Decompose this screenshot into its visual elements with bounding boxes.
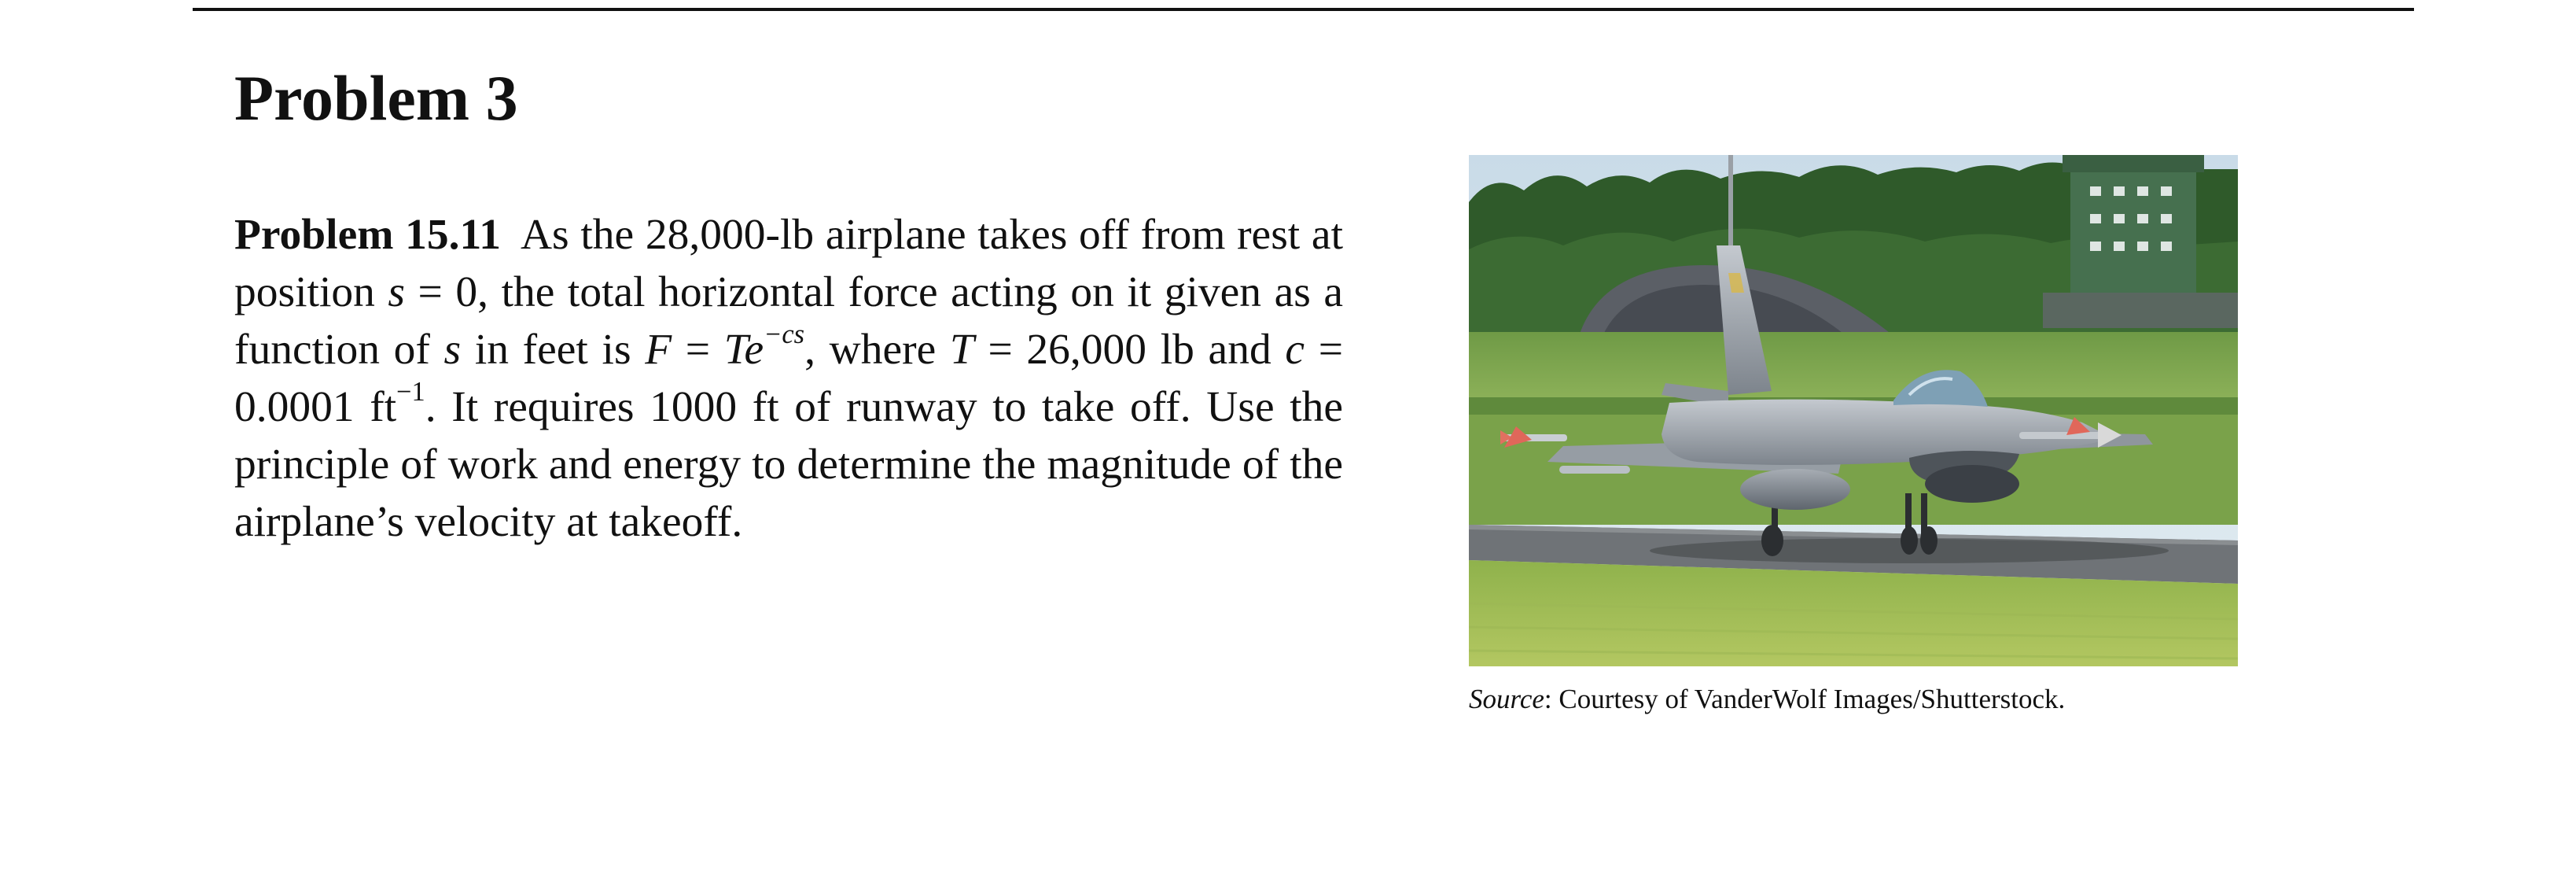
- caption-source-label: Source: [1469, 684, 1544, 714]
- caption-credit: : Courtesy of VanderWolf Images/Shutterstock.: [1544, 684, 2066, 714]
- problem-text-1: As the 28,000-lb airplane takes off from rest at position: [234, 211, 1343, 316]
- var-c: c: [1285, 326, 1305, 374]
- var-s: s: [388, 268, 406, 316]
- photo-caption: [1469, 683, 2065, 716]
- var-T: T: [949, 326, 974, 374]
- eq-c: = 0.0001 ft: [234, 326, 1343, 431]
- var-Te: Te: [723, 326, 764, 374]
- airplane-photo: [1469, 155, 2238, 666]
- var-F: F: [645, 326, 672, 374]
- eq-F: =: [672, 326, 724, 374]
- problem-text-3: , where: [804, 326, 950, 374]
- eq-T: = 26,000 lb and: [973, 326, 1286, 374]
- var-s-2: s: [443, 326, 462, 374]
- problem-label: Problem 15.11: [234, 211, 501, 259]
- problem-text-2: in feet is: [461, 326, 646, 374]
- page-title: Problem 3: [234, 62, 518, 134]
- f16-jet-illustration: [1469, 155, 2238, 666]
- unit-exponent: −1: [396, 377, 425, 408]
- exponent-text: −cs: [764, 319, 805, 350]
- problem-statement: [234, 206, 1343, 551]
- exponent-cs: [764, 319, 804, 349]
- eq-s: = 0, the total horizontal force acting on it given as a function of: [234, 268, 1343, 374]
- top-rule: [193, 8, 2414, 11]
- problem-text-4: . It requires 1000 ft of runway to take off. Use the principle of work and energy to determine the magnitude of the airplane’s velocity at takeoff.: [234, 383, 1343, 546]
